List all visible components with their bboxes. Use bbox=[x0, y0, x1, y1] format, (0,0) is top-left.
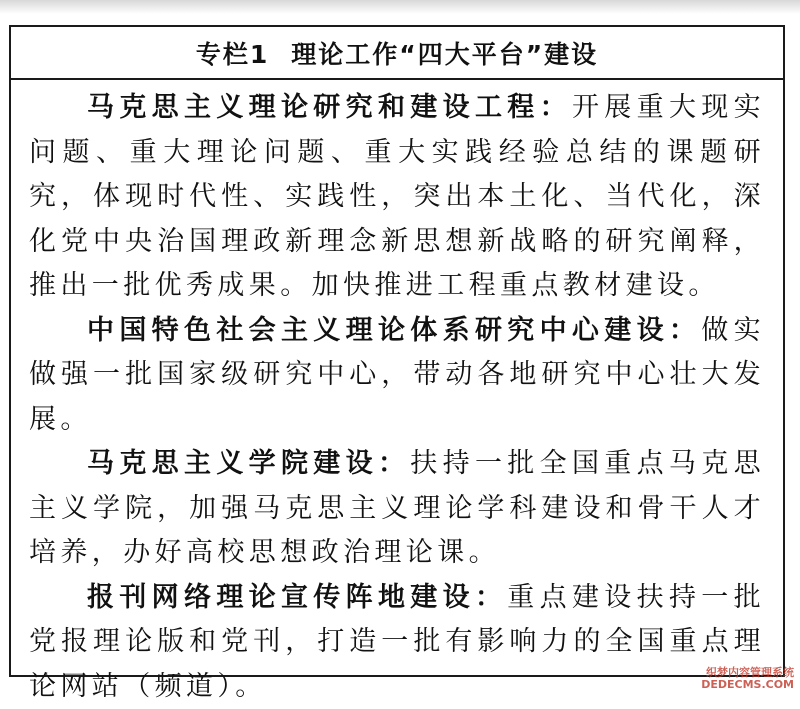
column-body bbox=[11, 80, 783, 709]
column-box-title bbox=[11, 27, 783, 80]
top-scan-strip bbox=[0, 0, 800, 14]
watermark-line-1: 织梦内容管理系统 bbox=[701, 667, 794, 679]
paragraph-lead: 报刊网络理论宣传阵地建设： bbox=[87, 582, 507, 613]
column-title: 理论工作“四大平台”建设 bbox=[291, 35, 598, 71]
paragraph-media-platform bbox=[29, 576, 765, 709]
paragraph-lead: 马克思主义理论研究和建设工程： bbox=[87, 92, 572, 123]
paragraph-text: 重点建设扶持一批党报理论版和党刊，打造一批有影响力的全国重点理论网站（频道）。 bbox=[29, 582, 765, 702]
paragraph-text: 做实做强一批国家级研究中心，带动各地研究中心壮大发展。 bbox=[29, 315, 765, 435]
paragraph-marxism-project bbox=[29, 86, 765, 309]
site-watermark bbox=[701, 667, 794, 691]
paragraph-text: 扶持一批全国重点马克思主义学院，加强马克思主义理论学科建设和骨干人才培养，办好高校思想政治理论课。 bbox=[29, 448, 765, 568]
column-label: 专栏1 bbox=[196, 35, 269, 71]
paragraph-lead: 马克思主义学院建设： bbox=[87, 448, 410, 479]
paragraph-research-center bbox=[29, 309, 765, 443]
column-box bbox=[9, 25, 785, 677]
paragraph-marxism-college bbox=[29, 442, 765, 576]
paragraph-text: 开展重大现实问题、重大理论问题、重大实践经验总结的课题研究，体现时代性、实践性，突出本土化、当代化，深化党中央治国理政新理念新思想新战略的研究阐释，推出一批优秀成果。加快推进工程重点教材建设。 bbox=[29, 92, 765, 301]
paragraph-lead: 中国特色社会主义理论体系研究中心建设： bbox=[87, 315, 701, 346]
watermark-line-2: DEDECMS.COM bbox=[701, 679, 794, 691]
